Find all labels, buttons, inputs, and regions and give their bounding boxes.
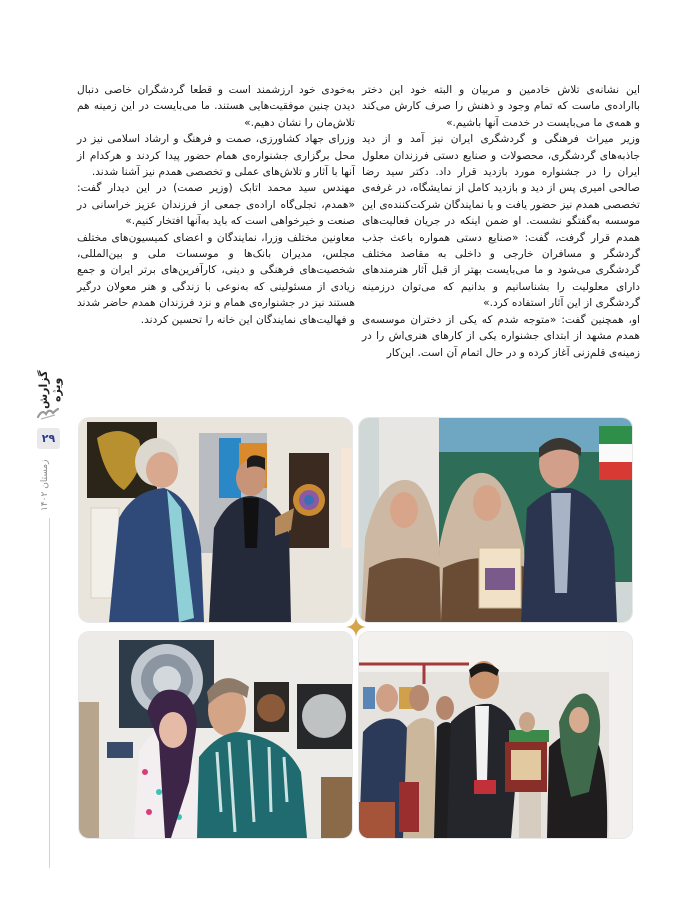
- photo-book-presentation: [359, 418, 632, 622]
- article-column-right: [362, 82, 640, 361]
- issue-date: زمستان ۱۴۰۲: [40, 459, 50, 511]
- photo-metalwork-exhibit: [79, 632, 352, 838]
- article-column-left: [77, 82, 355, 328]
- paragraph: او، همچنین گفت: «متوجه شدم که یکی از دختران موسسه‌ی همدم مشهد از ابتدای جشنواره یکی از کارهای هنری‌اش را در زمینه‌ی قلم‌زنی آغاز کرده و در حال اتمام آن است. این‌کار: [362, 313, 640, 359]
- paragraph: مهندس سید محمد اتابک (وزیر صمت) در این دیدار گفت: «همدم، تجلی‌گاه اراده‌ی جمعی از فرزندان عزیز خراسانی در صنعت و خیرخواهی است که باید به‌آنها افتخار کنیم.»: [77, 182, 355, 228]
- star-ornament-icon: [346, 617, 366, 637]
- paragraph: معاونین مختلف وزرا، نمایندگان و اعضای کمیسیون‌های مختلف مجلس، مدیران بانک‌ها و موسسات ملی و بین‌المللی، شخصیت‌های فرهنگی و دینی، کارآفرین‌های برتر ایران و جمع زیادی از مسئولینی که به‌نوعی با زندگی و هنر معولان درگیر هستند نیز در جشنواره‌ی همام و نزد فرزندان همدم حاضر شدند و فهالیت‌های نمایندگان این خانه را تحسین کردند.: [77, 231, 355, 326]
- paragraph: وزیر میراث فرهنگی و گردشگری ایران نیز آمد و از دید جاذبه‌های گردشگری، محصولات و صنایع دستی فرزندان معلول ایران را در جشنواره مورد بازدید قرار داد. دکتر سید رضا صالحی امیری پس از دید و بازدید کامل از نمایشگاه، در غرفه‌ی تخصصی همدم نیز حضور یافت و با نمایندگان شرکت‌کننده‌ی این موسسه به‌گفتگو نشست. او ضمن اینکه در جریان فعالیت‌های همدم قرار گرفت، گفت: «صنایع دستی همواره باعث جذب گردشگر و مسافران خارجی و داخلی به مقاصد مختلف گردشگری می‌شود و ما می‌بایست بهتر از قبل آثار هنرمندهای دارای معلولیت را بشناسانیم و بدانیم که می‌توان درزمینه گردشگری از این آثار استفاده کرد.»: [362, 133, 640, 310]
- margin-divider: [49, 518, 50, 868]
- paragraph: وزرای جهاد کشاورزی، صمت و فرهنگ و ارشاد اسلامی نیز در محل برگزاری جشنواره‌ی همام حضور پیدا کردند و هرکدام از آنها با آثار و تلاش‌های عملی و تخصصی همدم نیز آشنا شدند.: [77, 133, 355, 179]
- section-label: گزارش ویژه: [37, 370, 63, 410]
- photo-gallery-conversation: [79, 418, 352, 622]
- magazine-logo-icon: [36, 405, 60, 421]
- paragraph: این نشانه‌ی تلاش خادمین و مربیان و البته خود این دختر بااراده‌ی ماست که تمام وجود و ذهنش را صرف کارش می‌کند و همه‌ی ما می‌بایست در خدمت آنها باشیم.»: [362, 84, 640, 129]
- photo-exhibition-hall: [359, 632, 632, 838]
- page-number: ۲۹: [37, 428, 60, 449]
- paragraph: به‌خودی خود ارزشمند است و قطعا گردشگران خاصی دنبال دیدن چنین موفقیت‌هایی هستند. ما می‌بایست در این زمینه هم تلاش‌مان را نشان دهیم.»: [77, 84, 355, 129]
